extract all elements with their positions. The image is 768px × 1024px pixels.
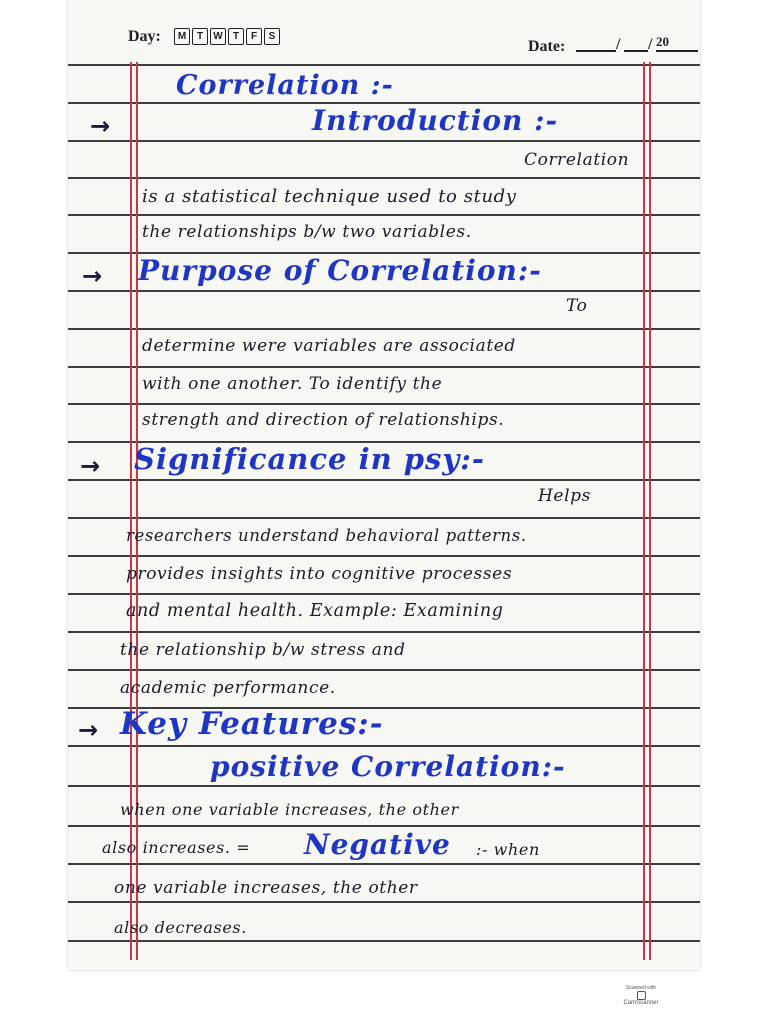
date-blank xyxy=(624,50,648,52)
day-label: Day: xyxy=(128,28,161,45)
purpose-line: To xyxy=(566,296,588,316)
ruled-line xyxy=(68,140,700,142)
significance-line: and mental health. Example: Examining xyxy=(126,601,504,621)
day-box-tuesday: T xyxy=(192,28,208,45)
day-checkboxes xyxy=(174,28,280,45)
day-box-thursday: T xyxy=(228,28,244,45)
arrow-icon: → xyxy=(80,452,101,480)
right-margin-line xyxy=(649,62,651,960)
day-box-saturday: S xyxy=(264,28,280,45)
ruled-line xyxy=(68,290,700,292)
ruled-line xyxy=(68,745,700,747)
purpose-line: with one another. To identify the xyxy=(142,374,443,394)
ruled-line xyxy=(68,863,700,865)
date-separator: / xyxy=(648,36,653,53)
ruled-line xyxy=(68,366,700,368)
notebook-page xyxy=(68,0,700,970)
left-margin-line xyxy=(136,62,138,960)
day-box-friday: F xyxy=(246,28,262,45)
arrow-icon: → xyxy=(90,112,111,140)
watermark-caption: Scanned with xyxy=(625,985,657,991)
date-blank xyxy=(656,50,698,52)
intro-line: is a statistical technique used to study xyxy=(142,186,517,207)
camscanner-watermark xyxy=(622,985,660,1015)
significance-heading: Significance in psy:- xyxy=(134,442,485,476)
day-box-monday: M xyxy=(174,28,190,45)
date-year: 20 xyxy=(656,34,669,49)
intro-line: Correlation xyxy=(524,150,630,170)
positive-line: when one variable increases, the other xyxy=(120,800,459,819)
purpose-heading: Purpose of Correlation:- xyxy=(138,254,542,287)
ruled-line xyxy=(68,555,700,557)
intro-heading: Introduction :- xyxy=(312,104,559,137)
intro-line: the relationships b/w two variables. xyxy=(142,222,472,242)
arrow-icon: → xyxy=(82,262,103,290)
ruled-line xyxy=(68,901,700,903)
ruled-line xyxy=(68,403,700,405)
significance-line: the relationship b/w stress and xyxy=(120,640,406,660)
page-title: Correlation :- xyxy=(176,70,394,101)
significance-line: researchers understand behavioral patterns. xyxy=(126,526,527,545)
watermark-brand xyxy=(622,991,660,1006)
ruled-line xyxy=(68,593,700,595)
ruled-line xyxy=(68,479,700,481)
watermark-brand-text: CamScanner xyxy=(623,1000,659,1006)
negative-heading: Negative xyxy=(304,828,451,861)
negative-line: one variable increases, the other xyxy=(114,878,418,898)
significance-line: Helps xyxy=(538,486,591,506)
date-blank xyxy=(576,50,616,52)
significance-line: provides insights into cognitive processes xyxy=(126,564,513,584)
significance-line: academic performance. xyxy=(120,678,336,698)
ruled-line xyxy=(68,328,700,330)
ruled-line xyxy=(68,214,700,216)
negative-suffix: :- when xyxy=(476,840,540,859)
purpose-line: determine were variables are associated xyxy=(142,336,516,356)
key-features-heading: Key Features:- xyxy=(120,706,384,742)
left-margin-line xyxy=(130,62,132,960)
purpose-line: strength and direction of relationships. xyxy=(142,410,505,430)
arrow-icon: → xyxy=(78,716,99,744)
positive-correlation-heading: positive Correlation:- xyxy=(210,750,566,783)
day-box-wednesday: W xyxy=(210,28,226,45)
positive-line: also increases. = xyxy=(102,838,251,857)
camscanner-logo-icon xyxy=(637,991,646,1000)
date-separator: / xyxy=(616,36,621,53)
ruled-line xyxy=(68,64,700,66)
ruled-line xyxy=(68,940,700,942)
ruled-line xyxy=(68,177,700,179)
right-margin-line xyxy=(643,62,645,960)
date-label: Date: xyxy=(528,38,566,55)
ruled-line xyxy=(68,785,700,787)
ruled-line xyxy=(68,517,700,519)
ruled-line xyxy=(68,631,700,633)
ruled-line xyxy=(68,825,700,827)
ruled-line xyxy=(68,669,700,671)
negative-line: also decreases. xyxy=(114,918,247,937)
